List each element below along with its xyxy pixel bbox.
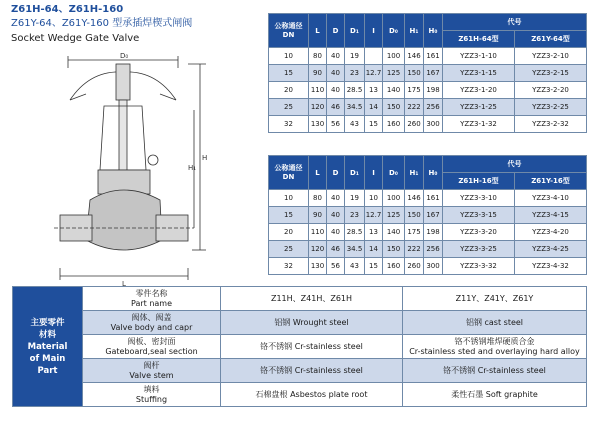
valve-drawing	[50, 50, 210, 290]
dimension-table-16	[268, 155, 587, 275]
table-row: 阀板、密封面 Gateboard,seal section 铬不锈钢 Cr-stainless steel 铬不锈钢堆焊硬质合金 Cr-stainless sted and overlaying hard alloy	[13, 335, 587, 359]
model-header: Z61Y-64型	[515, 31, 587, 48]
dn-header: 公称通径 DN	[269, 14, 309, 48]
col-header-h0: H₀	[424, 156, 443, 190]
h1-label: H₁	[188, 164, 197, 172]
code-header: 代号	[443, 156, 587, 173]
model-title-line2: Z61Y-64、Z61Y-160 型承插焊楔式闸阀	[11, 18, 193, 29]
table-row: 20 110 40 28.5 13 140 175 198 YZZ3-1-20 YZZ3-2-20	[269, 82, 587, 99]
table-row: 25 120 46 34.5 14 150 222 256 YZZ3-3-25 YZZ3-4-25	[269, 241, 587, 258]
model-header: Z61H-16型	[443, 173, 515, 190]
table-row: 15 90 40 23 12.7 125 150 167 YZZ3-1-15 YZZ3-2-15	[269, 65, 587, 82]
l-label: L	[122, 280, 126, 288]
col-header-d1: D₁	[345, 14, 365, 48]
col-header-d1: D₁	[345, 156, 365, 190]
model-header: Z61H-64型	[443, 31, 515, 48]
table-row: 25 120 46 34.5 14 150 222 256 YZZ3-1-25 YZZ3-2-25	[269, 99, 587, 116]
dimension-table-64	[268, 13, 587, 133]
table-row: 10 80 40 19 100 146 161 YZZ3-1-10 YZZ3-2-10	[269, 48, 587, 65]
col-header-d0: D₀	[383, 14, 405, 48]
col-header-d: D	[327, 156, 345, 190]
d0-label: D₀	[120, 52, 129, 60]
col-header-d0: D₀	[383, 156, 405, 190]
materials-table	[12, 286, 587, 407]
table-row: 阀杆 Valve stem 铬不锈钢 Cr-stainless steel 铬不锈钢 Cr-stainless steel	[13, 359, 587, 383]
table-row: 20 110 40 28.5 13 140 175 198 YZZ3-3-20 YZZ3-4-20	[269, 224, 587, 241]
col-header-h0: H₀	[424, 14, 443, 48]
table-row: 32 130 56 43 15 160 260 300 YZZ3-1-32 YZZ3-2-32	[269, 116, 587, 133]
col-header-i: I	[365, 14, 383, 48]
model-title-line1: Z61H-64、Z61H-160	[11, 4, 124, 15]
dn-header: 公称通径 DN	[269, 156, 309, 190]
col-header-l: L	[309, 156, 327, 190]
valve-stem	[119, 100, 127, 180]
col-header-h1: H₁	[405, 14, 424, 48]
col-header-h1: H₁	[405, 156, 424, 190]
table-row: 15 90 40 23 12.7 125 150 167 YZZ3-3-15 YZZ3-4-15	[269, 207, 587, 224]
valve-body	[86, 190, 162, 250]
col-header-l: L	[309, 14, 327, 48]
table-row: 10 80 40 19 10 100 146 161 YZZ3-3-10 YZZ3-4-10	[269, 190, 587, 207]
table-row: 填料 Stuffing 石棉盘根 Asbestos plate root 柔性石墨 Soft graphite	[13, 383, 587, 407]
table-row: 阀体、阀盖 Valve body and capr 铝钢 Wrought steel 铝钢 cast steel	[13, 311, 587, 335]
col-header-d: D	[327, 14, 345, 48]
model-group-header: Z11Y、Z41Y、Z61Y	[403, 287, 587, 311]
code-header: 代号	[443, 14, 587, 31]
materials-side-label: 主要零件 材料 Material of Main Part	[13, 287, 83, 407]
table-row: 32 130 56 43 15 160 260 300 YZZ3-3-32 YZZ3-4-32	[269, 258, 587, 275]
valve-english-name: Socket Wedge Gate Valve	[11, 33, 140, 44]
col-header-i: I	[365, 156, 383, 190]
h-label: H	[202, 154, 208, 162]
model-group-header: Z11H、Z41H、Z61H	[221, 287, 403, 311]
model-header: Z61Y-16型	[515, 173, 587, 190]
part-name-header: 零件名称 Part name	[83, 287, 221, 311]
